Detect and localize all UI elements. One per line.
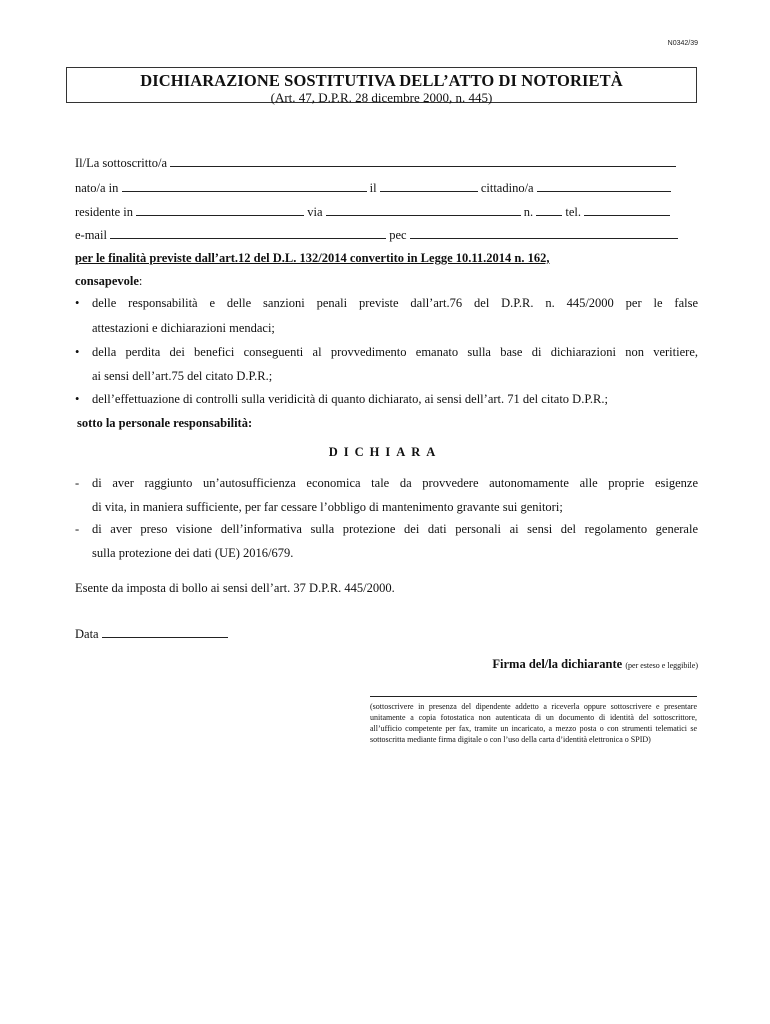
label-n: n. [523,205,534,219]
field-house-number[interactable] [536,205,562,216]
label-sottoscritto: Il/La sottoscritto/a [75,156,167,170]
bullet-1-line-2: attestazioni e dichiarazioni mendaci; [92,321,275,335]
data-line [75,627,698,642]
esente-statement: Esente da imposta di bollo ai sensi dell’art. 37 D.P.R. 445/2000. [75,581,395,595]
label-tel: tel. [565,205,581,219]
consapevole-line [75,274,698,289]
document-code: N0342/39 [667,40,698,47]
field-name[interactable] [170,156,676,167]
consapevole-colon: : [138,274,143,288]
field-street[interactable] [326,205,521,216]
bullet-3-line-1: dell’effettuazione di controlli sulla veridicità di quanto dichiarato, ai sensi dell’art. 71 del citato D.P.R.; [92,392,608,406]
bullet-dot: • [75,296,80,310]
field-birthplace[interactable] [122,181,367,192]
bullet-2-line-1: della perdita dei benefici conseguenti al provvedimento emanato sulla base di dichiarazioni non veritiere, [92,345,698,359]
label-cittadino: cittadino/a [480,181,534,195]
bullet-dot: • [75,345,80,359]
label-pec: pec [389,228,407,242]
field-phone[interactable] [584,205,670,216]
title-box [66,67,697,103]
finalita-statement: per le finalità previste dall’art.12 del D.L. 132/2014 convertito in Legge 10.11.2014 n. 162, [75,251,550,265]
firma-title: Firma del/la dichiarante [492,657,623,671]
responsabilita-label: sotto la personale responsabilità: [77,416,253,430]
declaration-2-line-2: sulla protezione dei dati (UE) 2016/679. [92,546,294,560]
document-subtitle: (Art. 47, D.P.R. 28 dicembre 2000, n. 445) [270,90,493,105]
dash-marker: - [75,476,80,490]
line-sottoscritto [75,156,698,171]
field-date[interactable] [102,627,228,638]
firma-note: (per esteso e leggibile) [625,661,698,670]
dichiara-heading: DICHIARA [328,445,442,459]
field-pec[interactable] [410,228,678,239]
declaration-2-line-1: di aver preso visione dell’informativa sulla protezione dei dati personali ai sensi del regolamento generale [92,522,698,536]
label-email: e-mail [75,228,107,242]
field-birthdate[interactable] [380,181,478,192]
dash-marker: - [75,522,80,536]
declaration-1-line-2: di vita, in maniera sufficiente, per far cessare l’obbligo di mantenimento gravante sui genitori; [92,500,563,514]
signature-field[interactable] [370,696,697,697]
bullet-dot: • [75,392,80,406]
declaration-1-line-1: di aver raggiunto un’autosufficienza economica tale da provvedere autonomamente alle proprie esigenze [92,476,698,490]
data-label: Data [75,627,99,641]
bullet-2-line-2: ai sensi dell’art.75 del citato D.P.R.; [92,369,273,383]
line-contatti [75,228,698,243]
document-title: DICHIARAZIONE SOSTITUTIVA DELL’ATTO DI NOTORIETÀ [140,71,623,90]
field-residence[interactable] [136,205,304,216]
consapevole-label: consapevole [75,274,139,288]
signature-instructions: (sottoscrivere in presenza del dipendente addetto a riceverla oppure sottoscrivere e presentare unitamente a copia fotostatica non autenticata di un documento di identità del sottoscrittore, all’ufficio competente per fax, tramite un incaricato, a mezzo posta o con strumenti telematici se sottoscritta mediante firma digitale o con l’uso della carta d’identità elettronica o SPID) [370,702,697,744]
line-nascita [75,181,698,196]
label-via: via [307,205,323,219]
firma-label [492,657,698,672]
line-residenza [75,205,698,220]
label-nato: nato/a in [75,181,119,195]
label-il: il [369,181,377,195]
label-residente: residente in [75,205,133,219]
bullet-1-line-1: delle responsabilità e delle sanzioni penali previste dall’art.76 del D.P.R. n. 445/2000 per le false [92,296,698,310]
field-citizenship[interactable] [537,181,671,192]
field-email[interactable] [110,228,386,239]
